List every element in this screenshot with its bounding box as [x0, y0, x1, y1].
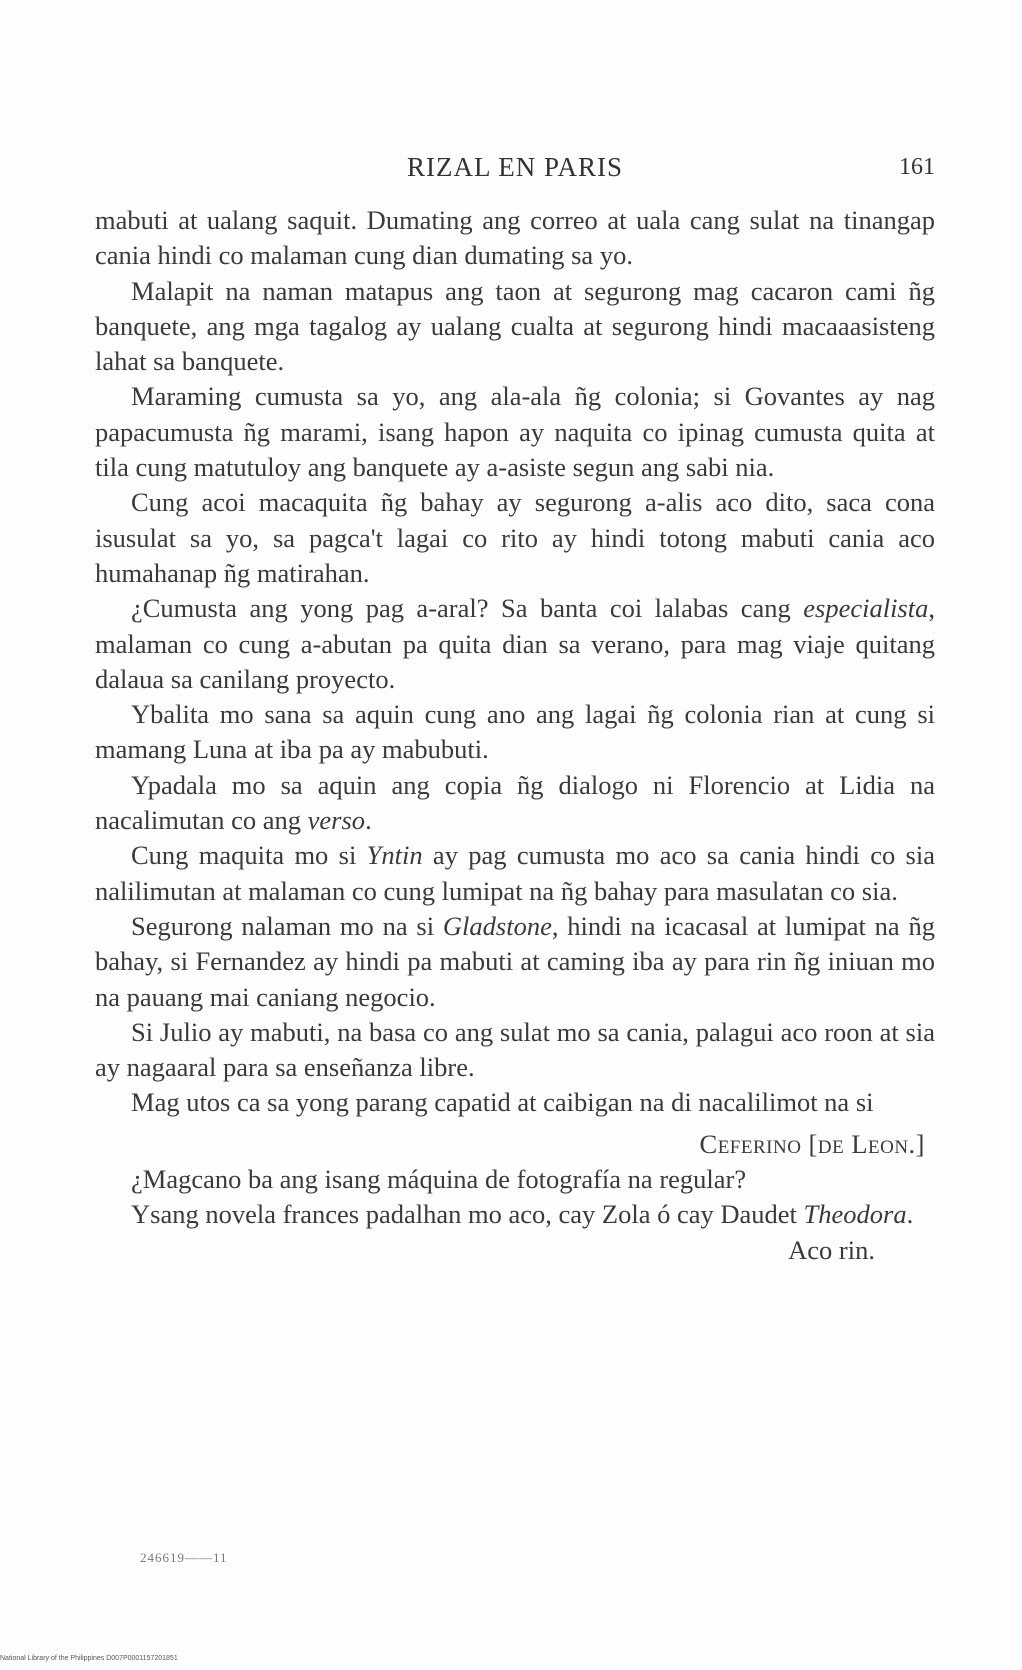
paragraph-5-italic: especialista [803, 593, 929, 624]
paragraph-5 [95, 591, 935, 697]
postscript-2 [95, 1197, 935, 1232]
paragraph-8-italic: Yntin [366, 840, 423, 871]
paragraph-6: Ybalita mo sana sa aquin cung ano ang lagai ñg colonia rian at cung si mamang Luna at iba pa ay mabubuti. [95, 699, 935, 765]
postscript-2-text-a: Ysang novela frances padalhan mo aco, cay Zola ó cay Daudet [131, 1199, 804, 1230]
paragraph-11: Mag utos ca sa yong parang capatid at caibigan na di nacalilimot na si [131, 1087, 874, 1118]
paragraph-3: Maraming cumusta sa yo, ang ala-ala ñg colonia; si Govantes ay nag papacumusta ñg marami, isang hapon ay naquita co ipinag cumusta quita at tila cung matutuloy ang banquete ay a-asiste segun ang sabi nia. [95, 381, 935, 483]
footer-credit: National Library of the Philippines D007P0001157201851 [0, 1655, 178, 1662]
paragraph-8-text-a: Cung maquita mo si [131, 840, 367, 871]
paragraph-9-italic: Gladstone [442, 910, 552, 941]
paragraph-5-text-a: ¿Cumusta ang yong pag a-aral? Sa banta coi lalabas cang [131, 593, 804, 624]
paragraph-1: mabuti at ualang saquit. Dumating ang correo at uala cang sulat na tinangap cania hindi co malaman cung dian dumating sa yo. [95, 205, 935, 271]
paragraph-10: Si Julio ay mabuti, na basa co ang sulat mo sa cania, palagui aco roon at sia ay nagaaral para sa enseñanza libre. [95, 1016, 935, 1083]
signature: Ceferino [de Leon.] [699, 1128, 925, 1159]
paragraph-7-text-b: . [365, 805, 372, 836]
paragraph-7-italic: verso [307, 805, 366, 836]
paragraph-9-text-a: Segurong nalaman mo na si [131, 910, 443, 941]
paragraph-7-text-a: Ypadala mo sa aquin ang copia ñg dialogo ni Florencio at Lidia na nacalimutan co ang [95, 769, 935, 836]
running-title: RIZAL EN PARIS [406, 152, 624, 182]
paragraph-9 [95, 909, 935, 1015]
postscript-2-italic: Theodora [803, 1199, 907, 1230]
sign-off: Aco rin. [788, 1234, 875, 1265]
paragraph-8-text-b: ay pag cumusta mo aco sa cania hindi co sia nalilimutan at malaman co cung lumipat na ñg bahay para masulatan co sia. [95, 840, 935, 906]
paragraph-5-text-b: , malaman co cung a-abutan pa quita dian sa verano, para mag viaje quitang dalaua sa canilang proyecto. [95, 593, 935, 694]
postscript-1: ¿Magcano ba ang isang máquina de fotografía na regular? [131, 1164, 747, 1195]
postscript-2-text-b: . [906, 1199, 914, 1230]
paragraph-2: Malapit na naman matapus ang taon at segurong mag cacaron cami ñg banquete, ang mga tagalog ay ualang cualta at segurong hindi macaaasisteng lahat sa banquete. [95, 275, 935, 377]
paragraph-8 [95, 838, 935, 909]
paragraph-9-text-b: , hindi na icacasal at lumipat na ñg bahay, si Fernandez ay hindi pa mabuti at caming iba ay para rin ñg iniuan mo na pauang mai caniang negocio. [95, 910, 935, 1012]
page-header [95, 152, 935, 188]
letter-body [95, 203, 935, 1268]
page-number: 161 [899, 154, 935, 180]
paragraph-7 [95, 768, 935, 839]
paragraph-4: Cung acoi macaquita ñg bahay ay segurong a-alis aco dito, saca cona isusulat sa yo, sa pagca't lagai co rito ay hindi totong mabuti cania aco humahanap ñg matirahan. [95, 487, 935, 588]
printer-mark: 246619——11 [140, 1550, 228, 1565]
